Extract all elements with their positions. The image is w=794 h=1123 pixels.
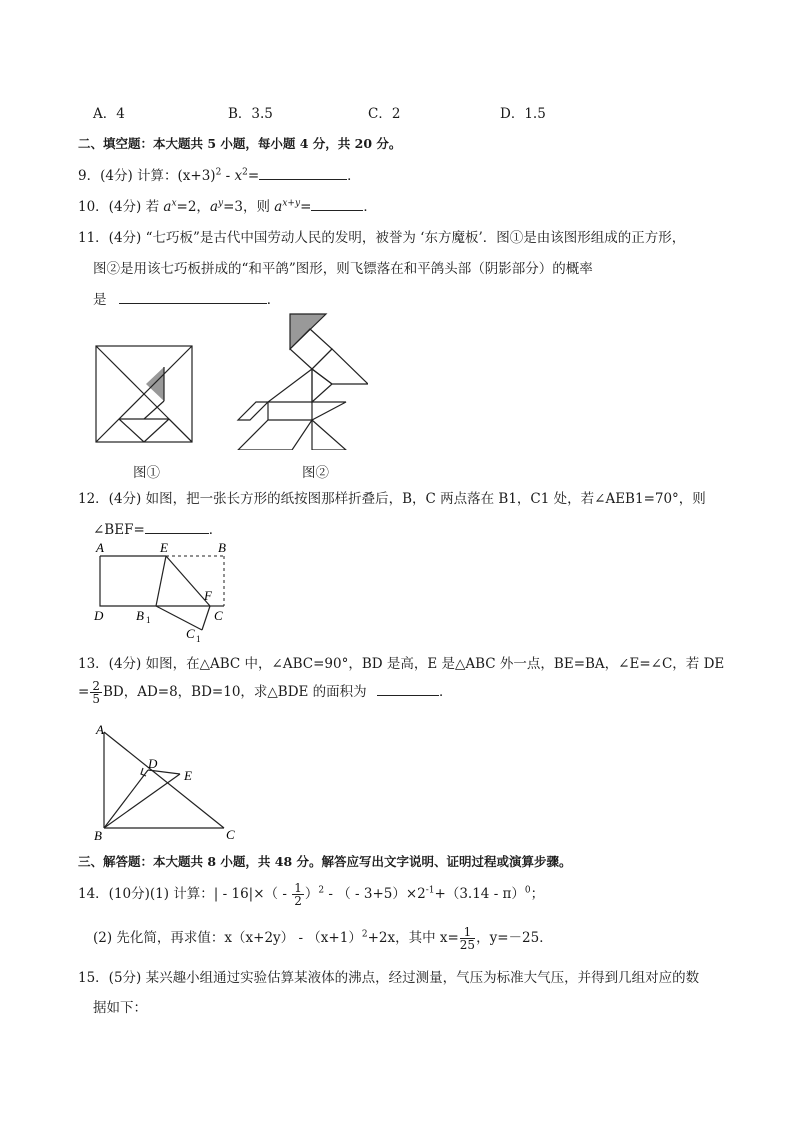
q10-a3: a (274, 199, 283, 215)
q12-line2 (93, 518, 222, 538)
q9-exp: 2 (215, 167, 222, 178)
tangram-dove-figure (236, 312, 368, 450)
label-C1: C (186, 626, 195, 641)
label-D: D (94, 608, 104, 623)
q13-eq: = (78, 684, 90, 700)
label-C: C (214, 608, 223, 623)
option-b: B．3.5 (228, 106, 273, 122)
q9-eq: = (247, 168, 260, 184)
q14-frac1-num: 1 (294, 881, 302, 895)
q14-frac2-den: 25 (459, 938, 476, 952)
question-10 (78, 195, 377, 215)
q15-line1: 15．(5分) 某兴趣小组通过实验估算某液体的沸点，经过测量，气压为标准大气压，并得到几组对应的数 (78, 970, 700, 986)
q13-line2 (78, 680, 452, 705)
label-D: D (148, 756, 158, 771)
q13-period: ． (438, 684, 453, 700)
option-c: C．2 (368, 106, 401, 122)
tangram-shaded-piece (146, 367, 164, 401)
q14-p2a: (2) 先化简，再求值：x（x+2y） - （x+1） (93, 930, 362, 946)
label-B1-sub: 1 (146, 615, 151, 625)
q9-period: ． (347, 168, 361, 184)
q12-period: ． (208, 522, 223, 538)
label-F: F (204, 588, 212, 603)
q11-answer-blank[interactable] (119, 291, 267, 304)
q14-p1e: ； (530, 886, 545, 902)
option-d: D．1.5 (500, 106, 546, 122)
q12-line1: 12．(4分) 如图，把一张长方形的纸按图那样折叠后，B，C 两点落在 B1，C1 处，若∠AEB1=70°，则 (78, 491, 706, 507)
rectangle-left-bottom (100, 556, 156, 606)
q9-answer-blank[interactable] (259, 167, 347, 180)
q10-answer-blank[interactable] (311, 198, 363, 211)
label-E: E (160, 540, 168, 555)
label-B1: B (136, 608, 144, 623)
q14-p1a: 14．(10分)(1) 计算：| - 16|×（ - (78, 886, 292, 902)
label-A: A (96, 540, 104, 555)
q14-sup1: 2 (318, 885, 325, 896)
q14-frac1-den: 2 (294, 894, 302, 908)
q13-line1: 13．(4分) 如图，在△ABC 中，∠ABC=90°，BD 是高，E 是△ABC 外一点，BE=BA，∠E=∠C，若 DE (78, 656, 725, 672)
q13-answer-blank[interactable] (377, 683, 439, 696)
q11-line3-text: 是 (93, 292, 107, 308)
label-E: E (184, 768, 192, 783)
label-B: B (94, 828, 102, 842)
q14-p1d: +（3.14 - π） (434, 886, 525, 902)
q10-period: ． (363, 199, 377, 215)
q9-expr: (x+3) (177, 168, 216, 184)
q14-p2b: +2x，其中 x= (367, 930, 459, 946)
section3-heading: 三、解答题：本大题共 8 小题，共 48 分。解答应写出文字说明、证明过程或演算步骤。 (78, 854, 572, 869)
section2-heading: 二、填空题：本大题共 5 小题，每小题 4 分，共 20 分。 (78, 136, 402, 151)
q12-line2-text: ∠BEF= (93, 522, 145, 538)
q10-y: y (218, 198, 224, 209)
q14-part1 (78, 882, 544, 907)
q9-minus: - x (221, 168, 243, 184)
q11-line1: 11．(4分) “七巧板”是古代中国劳动人民的发明，被誉为 ‘东方魔板’．图①是由该图形组成的正方形， (78, 230, 686, 246)
label-C: C (226, 827, 235, 842)
q9-exp-b: 2 (242, 167, 248, 178)
q13-rest: BD，AD=8，BD=10，求△BDE 的面积为 (102, 684, 367, 700)
fig2-caption: 图② (302, 465, 329, 481)
q14-p1c: - （ - 3+5）×2 (324, 886, 426, 902)
q10-eq2: =3，则 (223, 199, 275, 215)
q9-prefix: 9．(4分) 计算： (78, 168, 178, 184)
q14-p2sup: 2 (361, 929, 368, 940)
label-C1-sub: 1 (196, 634, 201, 644)
q10-prefix: 10．(4分) 若 (78, 199, 164, 215)
option-a: A．4 (93, 106, 125, 122)
q14-frac1 (292, 882, 304, 907)
q10-a1: a (163, 199, 172, 215)
question-9 (78, 164, 361, 184)
q11-line2: 图②是用该七巧板拼成的“和平鸽”图形，则飞镖落在和平鸽头部（阴影部分）的概率 (93, 261, 593, 277)
q10-xy: x+y (282, 198, 301, 209)
q10-x: x (171, 198, 177, 209)
q15-line2: 据如下： (93, 1000, 147, 1016)
q10-eq3: = (300, 199, 312, 215)
q14-sup2: -1 (425, 885, 435, 896)
q10-a2: a (209, 199, 218, 215)
fold-figure (90, 538, 240, 648)
q14-part2 (93, 926, 553, 951)
q13-frac-num: 2 (92, 679, 100, 693)
q14-frac2 (460, 926, 475, 951)
q14-sup3: 0 (524, 885, 531, 896)
q14-frac2-num: 1 (460, 926, 475, 939)
q13-fraction (90, 680, 102, 705)
q11-period: ． (266, 292, 281, 308)
q10-eq1: =2， (176, 199, 210, 215)
q12-answer-blank[interactable] (145, 521, 209, 534)
q14-p1b: ） (304, 886, 319, 902)
label-A: A (96, 722, 104, 737)
label-B: B (218, 540, 226, 555)
q11-line3 (93, 288, 280, 308)
triangle-figure (92, 722, 242, 842)
fig1-caption: 图① (133, 465, 160, 481)
tangram-square-figure (94, 344, 194, 444)
q14-p2c: ，y=－25． (476, 930, 553, 946)
q13-frac-den: 5 (92, 692, 100, 706)
